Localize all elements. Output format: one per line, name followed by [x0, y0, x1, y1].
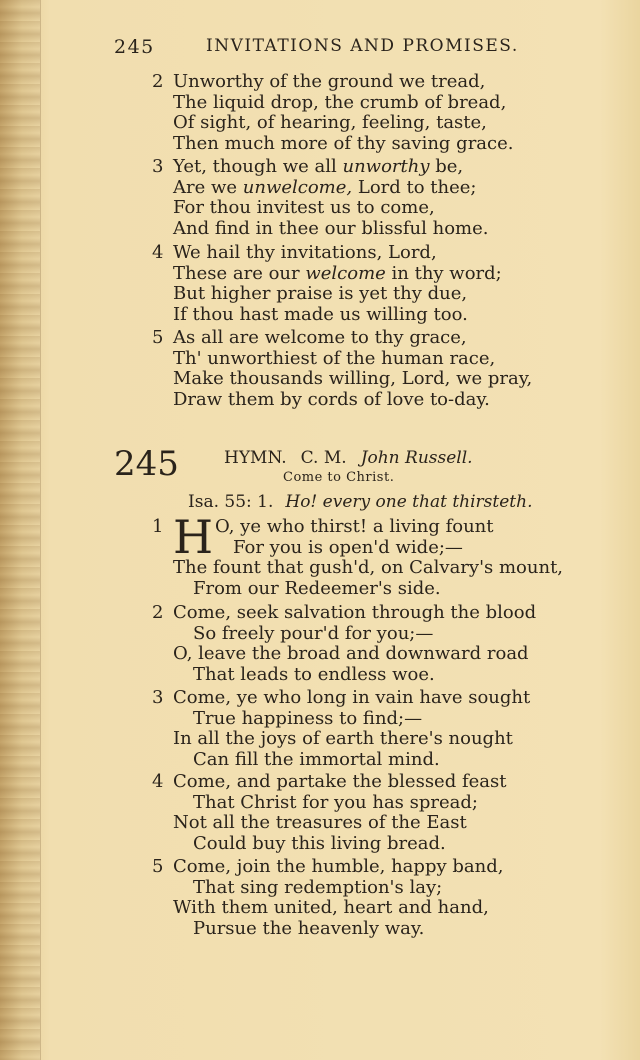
verse-number: 2	[152, 71, 164, 92]
verse-line: For thou invitest us to come,	[173, 197, 435, 218]
verse-line: That Christ for you has spread;	[193, 791, 478, 813]
verse-line: With them united, heart and hand,	[173, 897, 489, 918]
verse-number: 3	[152, 687, 164, 708]
verse-line: Could buy this living bread.	[193, 832, 446, 854]
verse-line: If thou hast made us willing too.	[173, 303, 468, 325]
scripture-quote: Ho! every one that thirsteth.	[285, 492, 533, 512]
verse-line: As all are welcome to thy grace,	[173, 327, 467, 348]
hymn-subtitle: Come to Christ.	[283, 470, 395, 485]
verse-line: Th' unworthiest of the human race,	[173, 347, 496, 369]
verse-line: Come, and partake the blessed feast	[173, 771, 507, 792]
verse-line: For you is open'd wide;—	[233, 536, 463, 558]
hymn-meter: C. M.	[300, 448, 347, 468]
verse-line: Come, ye who long in vain have sought	[173, 687, 531, 708]
emphasis-text: unworthy	[342, 156, 430, 177]
running-title: INVITATIONS AND PROMISES.	[206, 36, 519, 56]
hymn-author: John Russell.	[360, 448, 473, 468]
verse-number: 3	[152, 156, 164, 177]
prev-verse-4	[152, 243, 502, 325]
verse-line: Come, seek salvation through the blood	[173, 602, 537, 623]
verse-line: That leads to endless woe.	[193, 663, 435, 685]
verse-number: 2	[152, 602, 164, 623]
drop-cap: H	[173, 510, 214, 564]
verse-number: 1	[152, 516, 164, 537]
page-edge-shadow	[0, 0, 40, 1060]
hymn-verse-5	[152, 857, 503, 939]
verse-line: Pursue the heavenly way.	[193, 917, 425, 939]
verse-line: We hail thy invitations, Lord,	[173, 242, 437, 263]
prev-verse-2	[152, 72, 514, 154]
verse-line: Make thousands willing, Lord, we pray,	[173, 368, 533, 389]
verse-line: Yet, though we all unworthy be,	[173, 156, 464, 177]
page-number: 245	[114, 36, 155, 58]
verse-line: But higher praise is yet thy due,	[173, 283, 468, 304]
verse-line: Unworthy of the ground we tread,	[173, 71, 486, 92]
scripture-reference: Isa. 55: 1.	[188, 492, 274, 512]
verse-line: Then much more of thy saving grace.	[173, 132, 514, 154]
emphasis-text: welcome	[305, 262, 386, 284]
prev-verse-5	[152, 328, 532, 410]
verse-line: Come, join the humble, happy band,	[173, 856, 504, 877]
verse-line: The liquid drop, the crumb of bread,	[173, 91, 507, 113]
hymn-heading	[224, 448, 473, 468]
emphasis-text: unwelcome,	[242, 176, 353, 198]
verse-number: 4	[152, 242, 164, 263]
verse-line: O, ye who thirst! a living fount	[215, 516, 494, 537]
prev-verse-3	[152, 157, 488, 239]
verse-line: True happiness to find;—	[193, 707, 423, 729]
page-margin-line	[40, 0, 41, 1060]
verse-line: Of sight, of hearing, feeling, taste,	[173, 112, 487, 133]
hymn-verse-3	[152, 688, 530, 770]
verse-line: Not all the treasures of the East	[173, 812, 467, 833]
verse-number: 5	[152, 327, 164, 348]
hymn-verse-1	[152, 510, 564, 599]
verse-line: The fount that gush'd, on Calvary's mount,	[173, 557, 564, 578]
scripture-epigraph	[188, 492, 532, 512]
running-header	[114, 36, 534, 62]
verse-line: So freely pour'd for you;—	[193, 622, 434, 644]
hymn-verse-2	[152, 603, 536, 685]
verse-line: Are we unwelcome, Lord to thee;	[173, 176, 477, 198]
verse-line: From our Redeemer's side.	[193, 577, 441, 599]
verse-line: In all the joys of earth there's nought	[173, 728, 513, 749]
verse-line: Draw them by cords of love to-day.	[173, 388, 490, 410]
hymn-label: HYMN.	[224, 448, 287, 468]
verse-number: 4	[152, 771, 164, 792]
verse-line: Can fill the immortal mind.	[193, 748, 440, 770]
hymn-number: 245	[114, 444, 179, 484]
verse-line: And find in thee our blissful home.	[173, 217, 489, 239]
verse-line: That sing redemption's lay;	[193, 876, 443, 898]
verse-line: O, leave the broad and downward road	[173, 643, 529, 664]
hymn-verse-4	[152, 772, 506, 854]
verse-number: 5	[152, 856, 164, 877]
verse-line: These are our welcome in thy word;	[173, 262, 502, 284]
